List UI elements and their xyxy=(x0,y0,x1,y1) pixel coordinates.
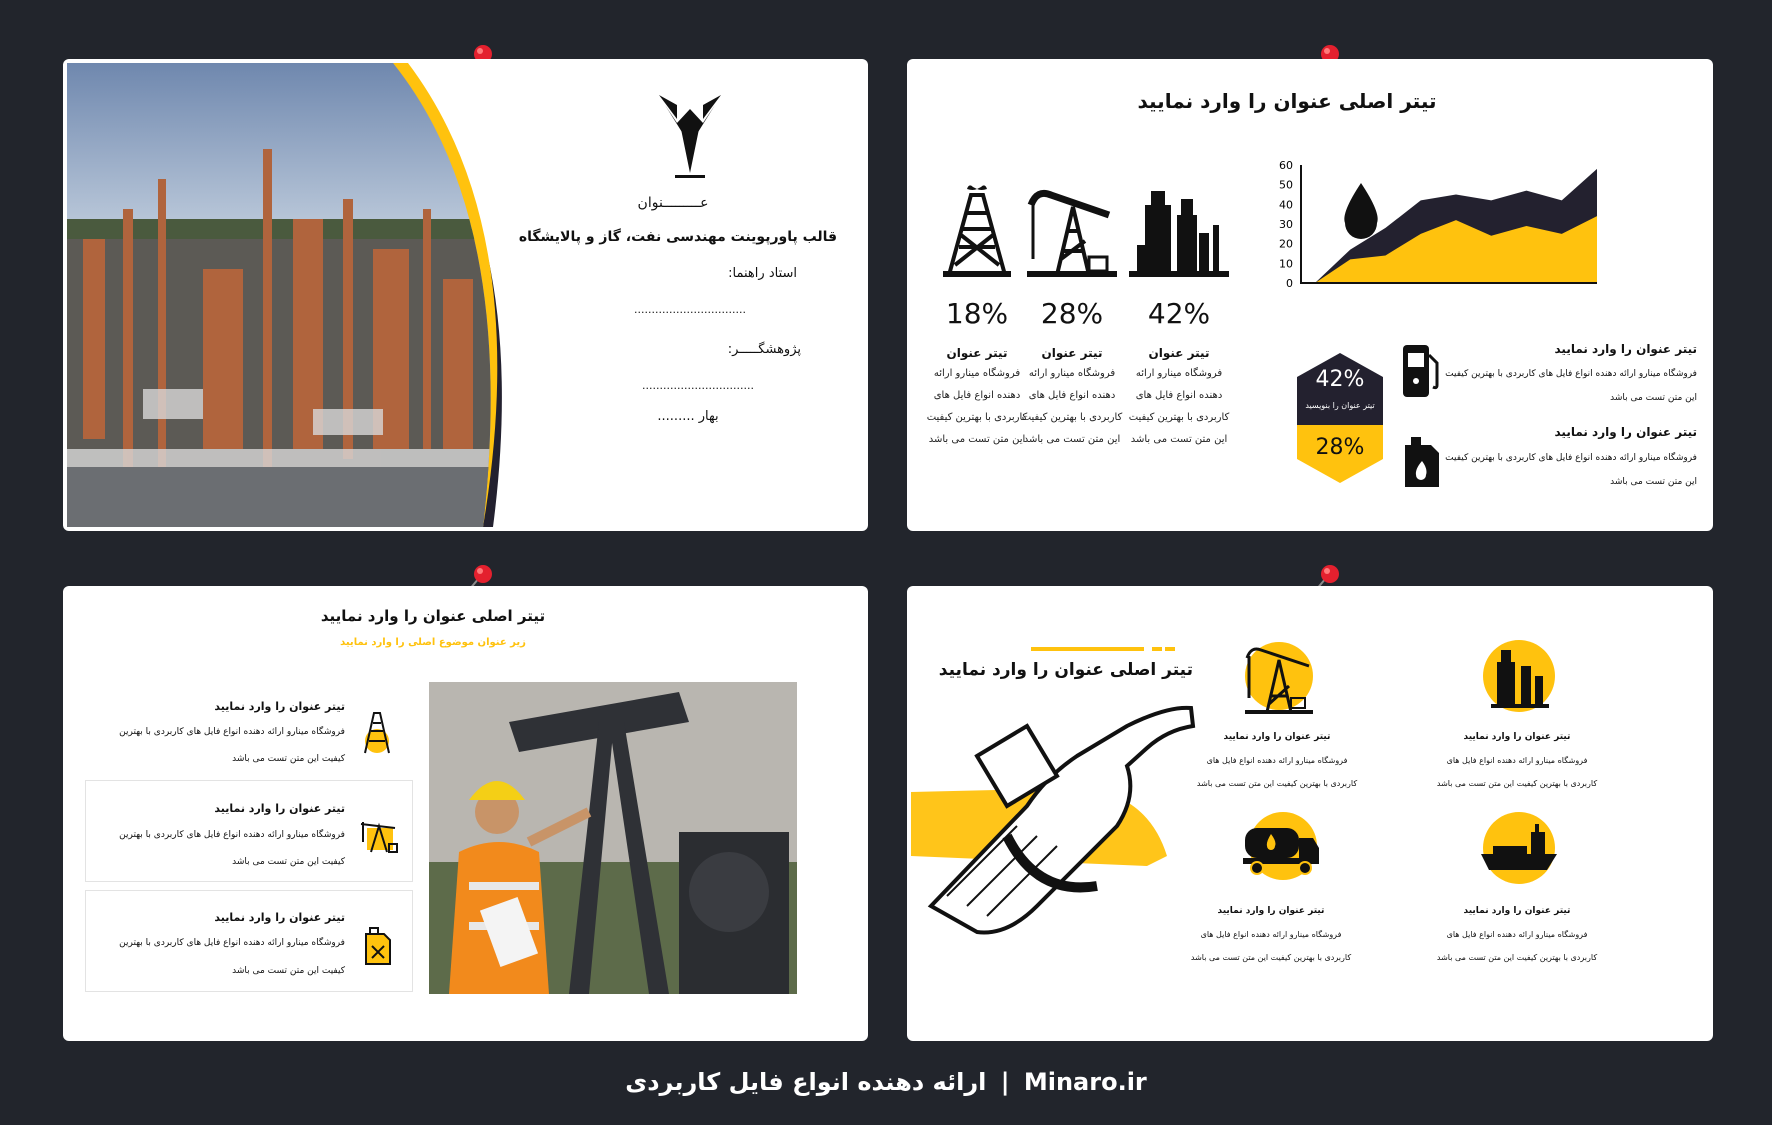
cover-slide[interactable] xyxy=(63,59,868,531)
stat-line: فروشگاه مینارو ارائه xyxy=(1135,368,1223,379)
item-title: تیتر عنوان را وارد نمایید xyxy=(214,700,345,713)
item-title: تیتر عنوان را وارد نمایید xyxy=(1554,425,1697,439)
oil-worker-photo xyxy=(429,682,797,994)
item-line: کاربردی با بهترین کیفیت این متن تست می باشد xyxy=(1196,779,1358,788)
refinery-icon xyxy=(1479,636,1559,716)
item-line: کیفیت این متن تست می باشد xyxy=(232,857,345,867)
tanker-ship-icon xyxy=(1477,810,1561,886)
stat-line: این متن تست می باشد xyxy=(1023,434,1121,445)
refinery-icon xyxy=(1129,185,1229,277)
oil-derrick-icon xyxy=(943,185,1011,277)
stats-slide[interactable] xyxy=(907,59,1713,531)
pumpjack-icon xyxy=(1027,185,1117,277)
university-logo-icon xyxy=(657,89,723,181)
features-slide[interactable] xyxy=(63,586,868,1041)
stat-label: تیتر عنوان xyxy=(1148,346,1210,360)
hex-bottom-value: 28% xyxy=(1315,435,1365,460)
stat-line: دهنده انواع فایل های xyxy=(933,390,1021,401)
oil-drop-icon xyxy=(1341,181,1381,239)
fuel-nozzle-illustration xyxy=(907,696,1207,936)
item-title: تیتر عنوان را وارد نمایید xyxy=(214,802,345,815)
pumpjack-icon xyxy=(1239,638,1319,716)
item-line: فروشگاه مینارو ارائه دهنده انواع فایل های کاربردی با بهترین xyxy=(119,938,345,948)
item-line: کیفیت این متن تست می باشد xyxy=(232,754,345,764)
item-title: تیتر عنوان را وارد نمایید xyxy=(214,911,345,924)
item-line: فروشگاه مینارو ارائه دهنده انواع فایل های کاربردی با بهترین کیفیت xyxy=(1445,369,1697,379)
stat-line: دهنده انواع فایل های xyxy=(1135,390,1223,401)
footer-brand[interactable]: Minaro.ir xyxy=(1023,1068,1147,1096)
item-line: فروشگاه مینارو ارائه دهنده انواع فایل های xyxy=(1206,756,1348,765)
title-accent-dash xyxy=(1152,647,1162,651)
item-line: کاربردی با بهترین کیفیت این متن تست می باشد xyxy=(1436,779,1598,788)
advisor-label: استاد راهنما: xyxy=(728,266,797,281)
stat-line: این متن تست می باشد xyxy=(1130,434,1228,445)
pumpjack-icon xyxy=(359,814,399,854)
y-tick-label: 60 xyxy=(1279,159,1293,172)
y-tick-label: 10 xyxy=(1279,257,1293,271)
jerrycan-icon xyxy=(362,926,394,966)
area-chart xyxy=(1257,157,1607,297)
oil-derrick-icon xyxy=(361,709,393,755)
stat-line: فروشگاه مینارو ارائه xyxy=(933,368,1021,379)
item-line: فروشگاه مینارو ارائه دهنده انواع فایل های کاربردی با بهترین xyxy=(119,830,345,840)
stat-line: دهنده انواع فایل های xyxy=(1028,390,1116,401)
y-tick-label: 50 xyxy=(1279,178,1293,192)
item-line: فروشگاه مینارو ارائه دهنده انواع فایل های کاربردی با بهترین xyxy=(119,727,345,737)
stat-line: فروشگاه مینارو ارائه xyxy=(1028,368,1116,379)
footer-tagline: ارائه دهنده انواع فایل کاربردی xyxy=(625,1068,987,1096)
stat-label: تیتر عنوان xyxy=(1041,346,1103,360)
slide-title: تیتر اصلی عنوان را وارد نمایید xyxy=(1137,89,1437,113)
stat-line: کاربردی با بهترین کیفیت xyxy=(1128,412,1230,423)
item-title: تیتر عنوان را وارد نمایید xyxy=(1463,906,1571,916)
date-label: بهار ......... xyxy=(657,409,719,424)
item-title: تیتر عنوان را وارد نمایید xyxy=(1463,732,1571,742)
stat-line: کاربردی با بهترین کیفیت xyxy=(926,412,1028,423)
stat-label: تیتر عنوان xyxy=(946,346,1008,360)
refinery-photo xyxy=(63,59,523,531)
cover-title: قالب پاورپوینت مهندسی نفت، گاز و پالایشگاه xyxy=(518,229,838,245)
title-accent-dash xyxy=(1165,647,1175,651)
item-line: فروشگاه مینارو ارائه دهنده انواع فایل های xyxy=(1200,930,1342,939)
stat-value: 28% xyxy=(1040,297,1104,330)
footer xyxy=(0,1068,1772,1096)
stat-value: 18% xyxy=(945,297,1009,330)
item-title: تیتر عنوان را وارد نمایید xyxy=(1217,906,1325,916)
y-tick-label: 0 xyxy=(1286,277,1293,290)
item-line: کیفیت این متن تست می باشد xyxy=(232,966,345,976)
title-accent-bar xyxy=(1031,647,1144,651)
tanker-truck-icon xyxy=(1241,810,1321,886)
y-tick-label: 30 xyxy=(1279,218,1293,231)
hex-top-value: 42% xyxy=(1315,367,1365,392)
item-line: این متن تست می باشد xyxy=(1610,477,1697,487)
item-line: کاربردی با بهترین کیفیت این متن تست می باشد xyxy=(1436,953,1598,962)
item-line: فروشگاه مینارو ارائه دهنده انواع فایل های xyxy=(1446,756,1588,765)
item-line: این متن تست می باشد xyxy=(1610,393,1697,403)
slide-title: تیتر اصلی عنوان را وارد نمایید xyxy=(320,607,546,625)
slide-subtitle: زیر عنوان موضوع اصلی را وارد نمایید xyxy=(340,637,526,648)
footer-separator: | xyxy=(1000,1068,1010,1096)
researcher-label: پژوهشگـــــر: xyxy=(727,342,801,357)
icons-slide[interactable] xyxy=(907,586,1713,1041)
item-line: فروشگاه مینارو ارائه دهنده انواع فایل های کاربردی با بهترین کیفیت xyxy=(1445,453,1697,463)
item-title: تیتر عنوان را وارد نمایید xyxy=(1223,732,1331,742)
slide-title: تیتر اصلی عنوان را وارد نمایید xyxy=(938,660,1193,680)
item-line: کاربردی با بهترین کیفیت این متن تست می باشد xyxy=(1190,953,1352,962)
researcher-dots: ................................ xyxy=(642,379,754,392)
item-line: فروشگاه مینارو ارائه دهنده انواع فایل های xyxy=(1446,930,1588,939)
stat-line: کاربردی با بهترین کیفیت xyxy=(1021,412,1123,423)
hex-top-caption: تیتر عنوان را بنویسید xyxy=(1305,401,1375,410)
y-tick-label: 40 xyxy=(1279,198,1293,212)
advisor-dots: ................................ xyxy=(634,303,746,316)
item-title: تیتر عنوان را وارد نمایید xyxy=(1554,342,1697,356)
stat-value: 42% xyxy=(1147,297,1211,330)
cover-heading: عـــــــــنوان xyxy=(637,195,709,211)
y-tick-label: 20 xyxy=(1279,237,1293,251)
stat-line: این متن تست می باشد xyxy=(928,434,1026,445)
